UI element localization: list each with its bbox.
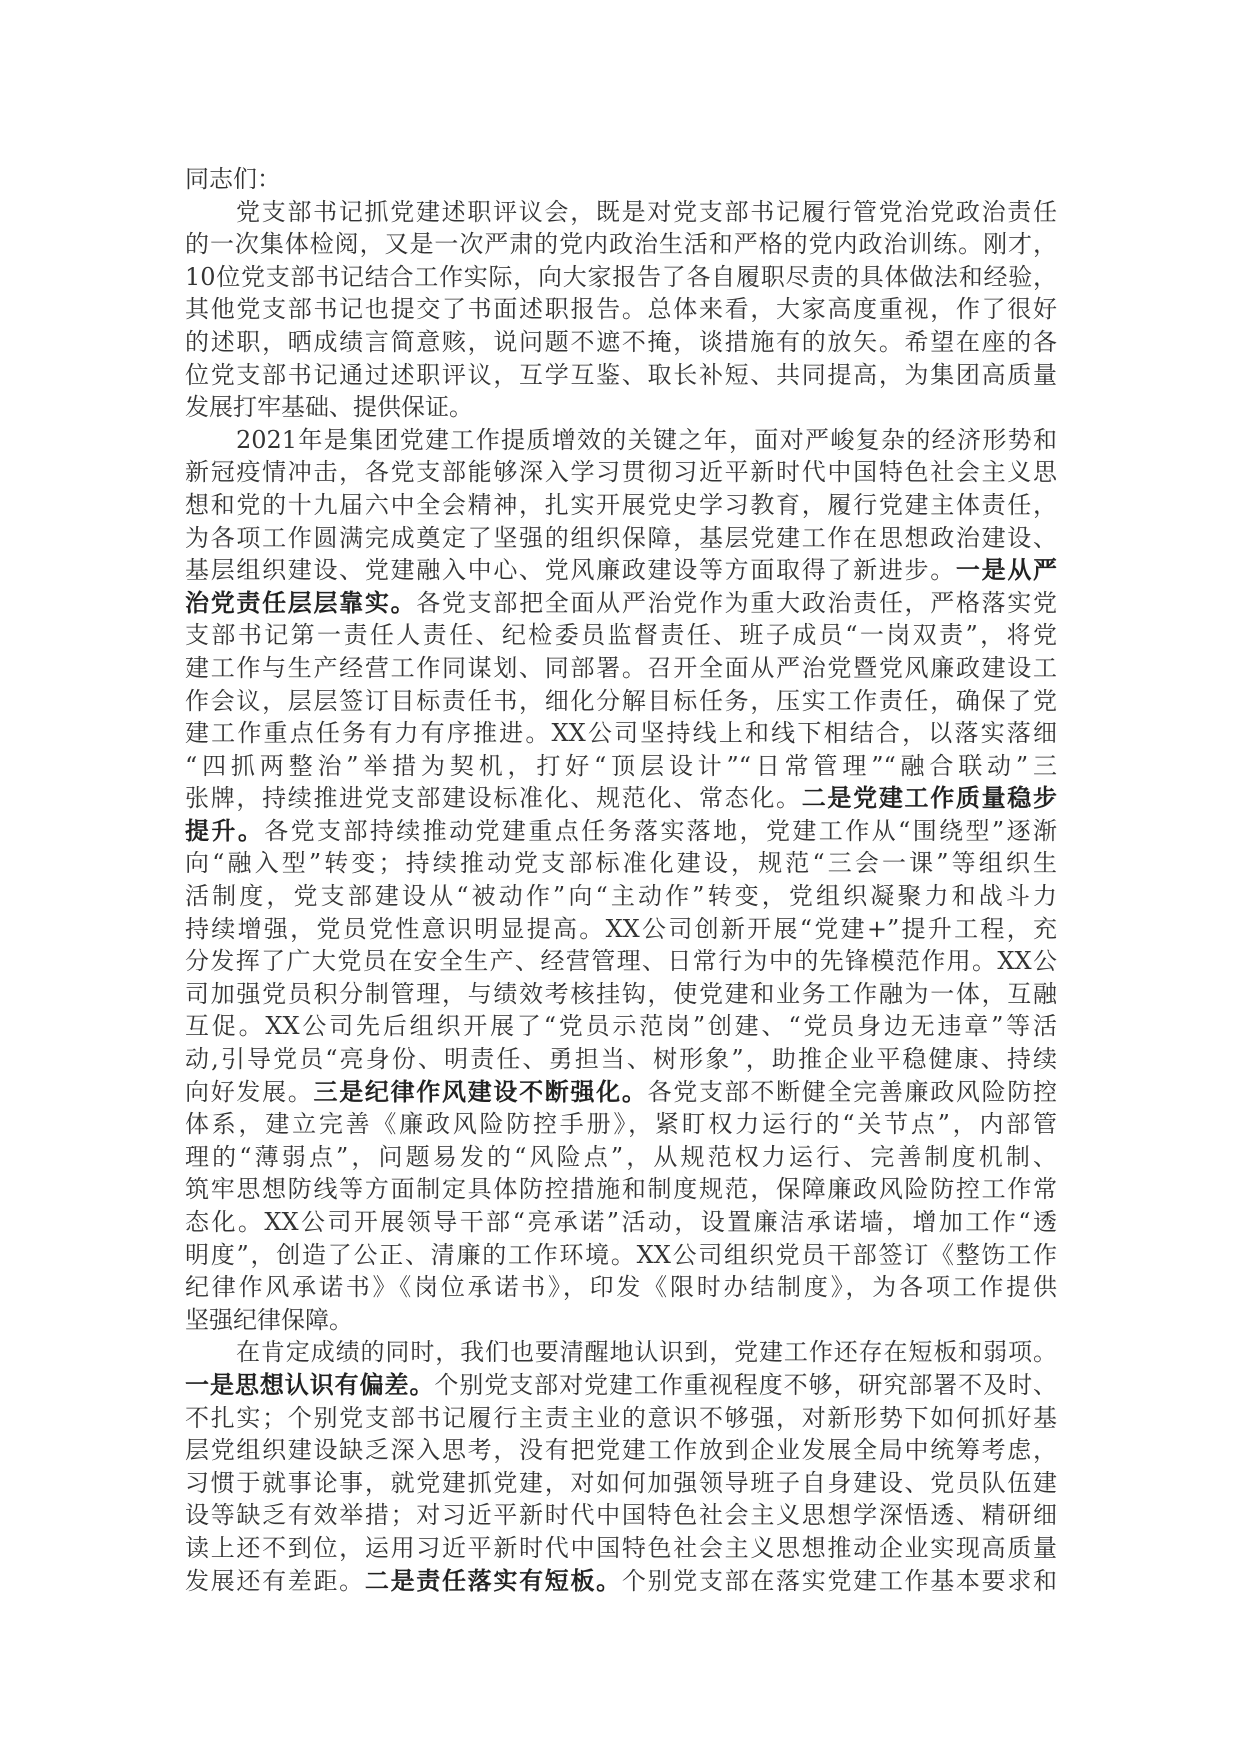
text-line xyxy=(185,913,1057,946)
text-line xyxy=(185,1239,1057,1272)
text-line xyxy=(185,815,1057,848)
text-line xyxy=(185,456,1057,489)
text-line xyxy=(185,1141,1057,1174)
body-text: 的述职，晒成绩言简意赅，说问题不遮不掩，谈措施有的放矢。希望在座的各 xyxy=(185,327,1057,356)
body-text: 各党支部持续推动党建重点任务落实落地，党建工作从“围绕型”逐渐 xyxy=(264,816,1058,845)
text-line xyxy=(185,391,1057,424)
body-text: 层党组织建设缺乏深入思考，没有把党建工作放到企业发展全局中统筹考虑， xyxy=(185,1436,1057,1465)
text-line xyxy=(185,847,1057,880)
text-line xyxy=(185,1010,1057,1043)
text-line xyxy=(185,1402,1057,1435)
body-text: 设等缺乏有效举措；对习近平新时代中国特色社会主义思想学深悟透、精研细 xyxy=(185,1501,1057,1530)
bold-heading-text: 提升。 xyxy=(185,815,265,845)
body-text: 其他党支部书记也提交了书面述职报告。总体来看，大家高度重视，作了很好 xyxy=(185,295,1057,324)
text-line xyxy=(185,1206,1057,1239)
body-text: 2021年是集团党建工作提质增效的关键之年，面对严峻复杂的经济形势和 xyxy=(236,425,1057,454)
text-line xyxy=(185,880,1057,913)
bold-heading-text: 二是责任落实有短板。 xyxy=(364,1565,622,1595)
text-line xyxy=(185,1304,1057,1337)
body-text: 纪律作风承诺书》《岗位承诺书》，印发《限时办结制度》，为各项工作提供 xyxy=(185,1273,1057,1302)
text-line xyxy=(185,293,1057,326)
bold-heading-text: 二是党建工作质量稳步 xyxy=(801,783,1058,813)
text-line xyxy=(185,1043,1057,1076)
text-line xyxy=(185,1532,1057,1565)
body-text: 发展还有差距。 xyxy=(185,1566,365,1595)
text-line xyxy=(185,750,1057,783)
text-line xyxy=(185,1336,1057,1369)
body-text: 为各项工作圆满完成奠定了坚强的组织保障，基层党建工作在思想政治建设、 xyxy=(185,523,1057,552)
body-text: 筑牢思想防线等方面制定具体防控措施和制度规范，保障廉政风险防控工作常 xyxy=(185,1175,1057,1204)
body-text: 在肯定成绩的同时，我们也要清醒地认识到，党建工作还存在短板和弱项。 xyxy=(236,1338,1057,1367)
bold-heading-text: 治党责任层层靠实。 xyxy=(185,587,417,617)
body-text: 同志们： xyxy=(185,165,281,193)
body-text: 发展打牢基础、提供保证。 xyxy=(185,393,473,422)
text-line xyxy=(185,1271,1057,1304)
text-line xyxy=(185,228,1057,261)
text-line xyxy=(185,619,1057,652)
body-text: 建工作与生产经营工作同谋划、同部署。召开全面从严治党暨党风廉政建设工 xyxy=(185,653,1057,682)
body-text: 互促。XX公司先后组织开展了“党员示范岗”创建、“党员身边无违章”等活 xyxy=(185,1012,1057,1041)
text-line xyxy=(185,945,1057,978)
text-line xyxy=(185,554,1057,587)
body-text: 各党支部不断健全完善廉政风险防控 xyxy=(647,1077,1058,1106)
body-text: 向好发展。 xyxy=(185,1077,314,1106)
body-text: 的一次集体检阅，又是一次严肃的党内政治生活和严格的党内政治训练。刚才， xyxy=(185,230,1057,259)
body-text: 想和党的十九届六中全会精神，扎实开展党史学习教育，履行党建主体责任， xyxy=(185,490,1057,519)
bold-heading-text: 一是从严 xyxy=(955,555,1058,585)
body-text: 分发挥了广大党员在安全生产、经营管理、日常行为中的先锋模范作用。XX公 xyxy=(185,947,1057,976)
body-text: 司加强党员积分制管理，与绩效考核挂钩，使党建和业务工作融为一体，互融 xyxy=(185,979,1057,1008)
bold-heading-text: 三是纪律作风建设不断强化。 xyxy=(313,1076,648,1106)
body-text: 态化。XX公司开展领导干部“亮承诺”活动，设置廉洁承诺墙，增加工作“透 xyxy=(185,1208,1057,1236)
text-line xyxy=(185,522,1057,555)
text-line xyxy=(185,1108,1057,1141)
body-text: 新冠疫情冲击，各党支部能够深入学习贯彻习近平新时代中国特色社会主义思 xyxy=(185,458,1057,487)
body-text: 张牌，持续推进党支部建设标准化、规范化、常态化。 xyxy=(185,784,802,813)
text-line xyxy=(185,163,1057,196)
body-text: “四抓两整治”举措为契机，打好“顶层设计”“日常管理”“融合联动”三 xyxy=(185,751,1057,780)
text-line xyxy=(185,587,1057,620)
text-line xyxy=(185,685,1057,718)
text-line xyxy=(185,359,1057,392)
text-line xyxy=(185,1434,1057,1467)
text-line xyxy=(185,978,1057,1011)
body-text: 个别党支部在落实党建工作基本要求和 xyxy=(621,1566,1058,1595)
text-line xyxy=(185,1499,1057,1532)
body-text: 动,引导党员“亮身份、明责任、勇担当、树形象”，助推企业平稳健康、持续 xyxy=(185,1045,1057,1074)
document-body xyxy=(185,163,1057,1597)
body-text: 不扎实；个别党支部书记履行主责主业的意识不够强，对新形势下如何抓好基 xyxy=(185,1403,1057,1432)
body-text: 读上还不到位，运用习近平新时代中国特色社会主义思想推动企业实现高质量 xyxy=(185,1533,1057,1562)
body-text: 体系，建立完善《廉政风险防控手册》，紧盯权力运行的“关节点”，内部管 xyxy=(185,1110,1057,1139)
body-text: 个别党支部对党建工作重视程度不够，研究部署不及时、 xyxy=(434,1370,1058,1399)
text-line xyxy=(185,1076,1057,1109)
body-text: 坚强纪律保障。 xyxy=(185,1305,353,1334)
body-text: 明度”，创造了公正、清廉的工作环境。XX公司组织党员干部签订《整饬工作 xyxy=(185,1240,1057,1269)
body-text: 党支部书记抓党建述职评议会，既是对党支部书记履行管党治党政治责任 xyxy=(236,197,1057,226)
text-line xyxy=(185,1173,1057,1206)
body-text: 作会议，层层签订目标责任书，细化分解目标任务，压实工作责任，确保了党 xyxy=(185,686,1057,715)
body-text: 活制度，党支部建设从“被动作”向“主动作”转变，党组织凝聚力和战斗力 xyxy=(185,882,1057,911)
body-text: 基层组织建设、党建融入中心、党风廉政建设等方面取得了新进步。 xyxy=(185,556,956,585)
text-line xyxy=(185,782,1057,815)
text-line xyxy=(185,1467,1057,1500)
body-text: 支部书记第一责任人责任、纪检委员监督责任、班子成员“一岗双责”，将党 xyxy=(185,621,1057,650)
text-line xyxy=(185,424,1057,457)
body-text: 建工作重点任务有力有序推进。XX公司坚持线上和线下相结合，以落实落细 xyxy=(185,719,1057,748)
text-line xyxy=(185,652,1057,685)
text-line xyxy=(185,1565,1057,1598)
text-line xyxy=(185,326,1057,359)
body-text: 位党支部书记通过述职评议，互学互鉴、取长补短、共同提高，为集团高质量 xyxy=(185,360,1057,389)
text-line xyxy=(185,717,1057,750)
body-text: 10位党支部书记结合工作实际，向大家报告了各自履职尽责的具体做法和经验， xyxy=(185,262,1057,291)
body-text: 理的“薄弱点”，问题易发的“风险点”，从规范权力运行、完善制度机制、 xyxy=(185,1142,1057,1171)
body-text: 习惯于就事论事，就党建抓党建，对如何加强领导班子自身建设、党员队伍建 xyxy=(185,1468,1057,1497)
text-line xyxy=(185,1369,1057,1402)
body-text: 持续增强，党员党性意识明显提高。XX公司创新开展“党建+”提升工程，充 xyxy=(185,914,1057,943)
text-line xyxy=(185,196,1057,229)
text-line xyxy=(185,489,1057,522)
bold-heading-text: 一是思想认识有偏差。 xyxy=(185,1369,435,1399)
text-line xyxy=(185,261,1057,294)
body-text: 各党支部把全面从严治党作为重大政治责任，严格落实党 xyxy=(416,588,1058,617)
body-text: 向“融入型”转变；持续推动党支部标准化建设，规范“三会一课”等组织生 xyxy=(185,849,1057,878)
